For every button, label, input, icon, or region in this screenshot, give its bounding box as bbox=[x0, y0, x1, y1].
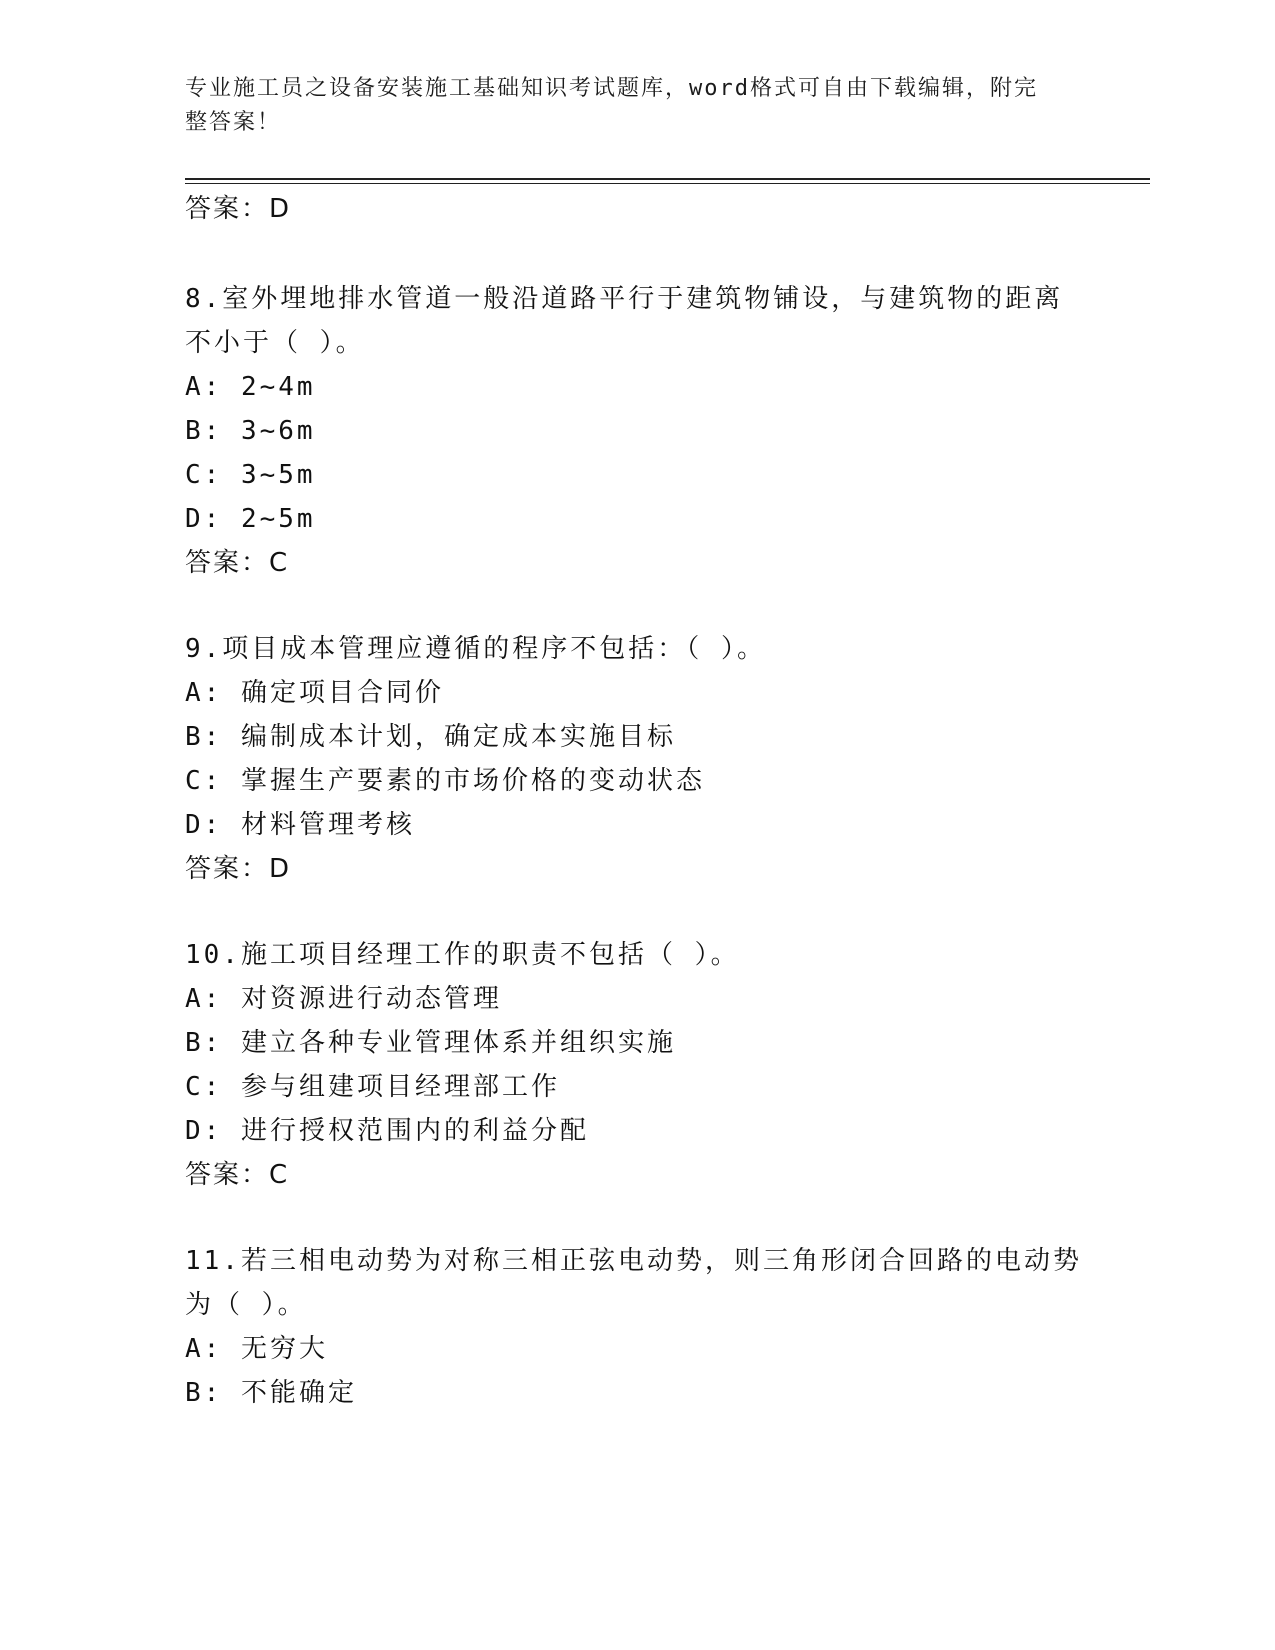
header-rule-thick bbox=[185, 178, 1150, 180]
question-10-answer: 答案：C bbox=[185, 1160, 290, 1190]
question-8-stem-line-1: 8.室外埋地排水管道一般沿道路平行于建筑物铺设，与建筑物的距离 bbox=[185, 284, 1064, 314]
question-9-option-d: D: 材料管理考核 bbox=[185, 810, 415, 840]
question-8-answer: 答案：C bbox=[185, 548, 290, 578]
header-line-1: 专业施工员之设备安装施工基础知识考试题库，word格式可自由下载编辑，附完 bbox=[185, 76, 1038, 101]
question-11-option-a: A: 无穷大 bbox=[185, 1334, 328, 1364]
question-8-option-c: C: 3~5m bbox=[185, 460, 316, 490]
question-10-option-b: B: 建立各种专业管理体系并组织实施 bbox=[185, 1028, 676, 1058]
question-8-stem-line-2: 不小于（ ）。 bbox=[185, 328, 365, 358]
question-11-stem-line-1: 11.若三相电动势为对称三相正弦电动势，则三角形闭合回路的电动势 bbox=[185, 1246, 1082, 1276]
question-10-option-a: A: 对资源进行动态管理 bbox=[185, 984, 502, 1014]
question-10-option-c: C: 参与组建项目经理部工作 bbox=[185, 1072, 560, 1102]
question-11-option-b: B: 不能确定 bbox=[185, 1378, 357, 1408]
question-11-stem-line-2: 为（ ）。 bbox=[185, 1290, 307, 1320]
question-8-option-d: D: 2~5m bbox=[185, 504, 316, 534]
previous-answer: 答案：D bbox=[185, 194, 292, 224]
header-rule-thin bbox=[185, 183, 1150, 184]
question-9-option-b: B: 编制成本计划，确定成本实施目标 bbox=[185, 722, 676, 752]
question-9-option-a: A: 确定项目合同价 bbox=[185, 678, 444, 708]
question-9-option-c: C: 掌握生产要素的市场价格的变动状态 bbox=[185, 766, 705, 796]
question-9-stem: 9.项目成本管理应遵循的程序不包括：（ ）。 bbox=[185, 634, 766, 664]
question-10-option-d: D: 进行授权范围内的利益分配 bbox=[185, 1116, 589, 1146]
question-10-stem: 10.施工项目经理工作的职责不包括（ ）。 bbox=[185, 940, 740, 970]
document-header bbox=[185, 72, 1065, 140]
question-8-option-a: A: 2~4m bbox=[185, 372, 316, 402]
header-line-2: 整答案！ bbox=[185, 110, 282, 135]
question-8-option-b: B: 3~6m bbox=[185, 416, 316, 446]
question-9-answer: 答案：D bbox=[185, 854, 292, 884]
